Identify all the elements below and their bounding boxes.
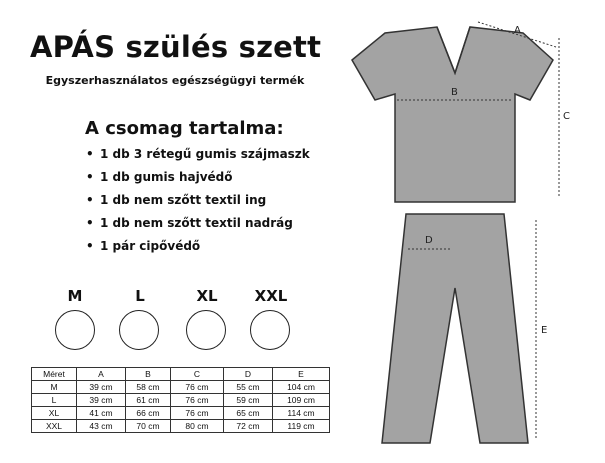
package-item-label: 1 db nem szőtt textil nadrág xyxy=(100,216,293,230)
table-cell: 55 cm xyxy=(224,381,273,394)
scrub-top-shape xyxy=(352,27,553,202)
table-cell: L xyxy=(32,394,77,407)
size-label-m: M xyxy=(67,287,83,305)
package-heading: A csomag tartalma: xyxy=(85,118,284,139)
table-cell: 66 cm xyxy=(126,407,171,420)
table-cell: 41 cm xyxy=(77,407,126,420)
table-header-cell: A xyxy=(77,368,126,381)
table-cell: 76 cm xyxy=(171,394,224,407)
table-header-cell: C xyxy=(171,368,224,381)
table-header-cell: B xyxy=(126,368,171,381)
size-label-xl: XL xyxy=(196,287,218,305)
table-cell: 70 cm xyxy=(126,420,171,433)
bullet-icon: • xyxy=(86,239,94,253)
table-cell: 76 cm xyxy=(171,407,224,420)
table-header-cell: Méret xyxy=(32,368,77,381)
product-title: APÁS szülés szett xyxy=(30,30,322,64)
table-header-cell: D xyxy=(224,368,273,381)
table-cell: 76 cm xyxy=(171,381,224,394)
bullet-icon: • xyxy=(86,147,94,161)
package-item-label: 1 db gumis hajvédő xyxy=(100,170,233,184)
table-cell: XXL xyxy=(32,420,77,433)
bullet-icon: • xyxy=(86,216,94,230)
bullet-icon: • xyxy=(86,193,94,207)
table-cell: 58 cm xyxy=(126,381,171,394)
table-header-cell: E xyxy=(273,368,330,381)
dimension-label-d: D xyxy=(425,235,433,246)
dimension-label-c: C xyxy=(563,111,570,122)
table-cell: M xyxy=(32,381,77,394)
table-cell: 43 cm xyxy=(77,420,126,433)
size-label-xxl: XXL xyxy=(254,287,288,305)
dimension-label-e: E xyxy=(541,325,548,336)
dimension-label-b: B xyxy=(451,87,458,98)
table-cell: 114 cm xyxy=(273,407,330,420)
table-cell: 119 cm xyxy=(273,420,330,433)
table-cell: 80 cm xyxy=(171,420,224,433)
package-item-label: 1 db nem szőtt textil ing xyxy=(100,193,267,207)
table-cell: 65 cm xyxy=(224,407,273,420)
bullet-icon: • xyxy=(86,170,94,184)
table-cell: 39 cm xyxy=(77,394,126,407)
table-cell: 59 cm xyxy=(224,394,273,407)
table-cell: 61 cm xyxy=(126,394,171,407)
table-cell: 72 cm xyxy=(224,420,273,433)
scrub-pants-shape xyxy=(382,214,528,443)
table-cell: 39 cm xyxy=(77,381,126,394)
table-cell: 104 cm xyxy=(273,381,330,394)
size-label-l: L xyxy=(135,287,145,305)
package-item-label: 1 pár cipővédő xyxy=(100,239,201,253)
product-subtitle: Egyszerhasználatos egészségügyi termék xyxy=(45,74,305,87)
table-cell: 109 cm xyxy=(273,394,330,407)
table-cell: XL xyxy=(32,407,77,420)
package-item-label: 1 db 3 rétegű gumis szájmaszk xyxy=(100,147,310,161)
dimension-label-a: A xyxy=(514,25,521,36)
